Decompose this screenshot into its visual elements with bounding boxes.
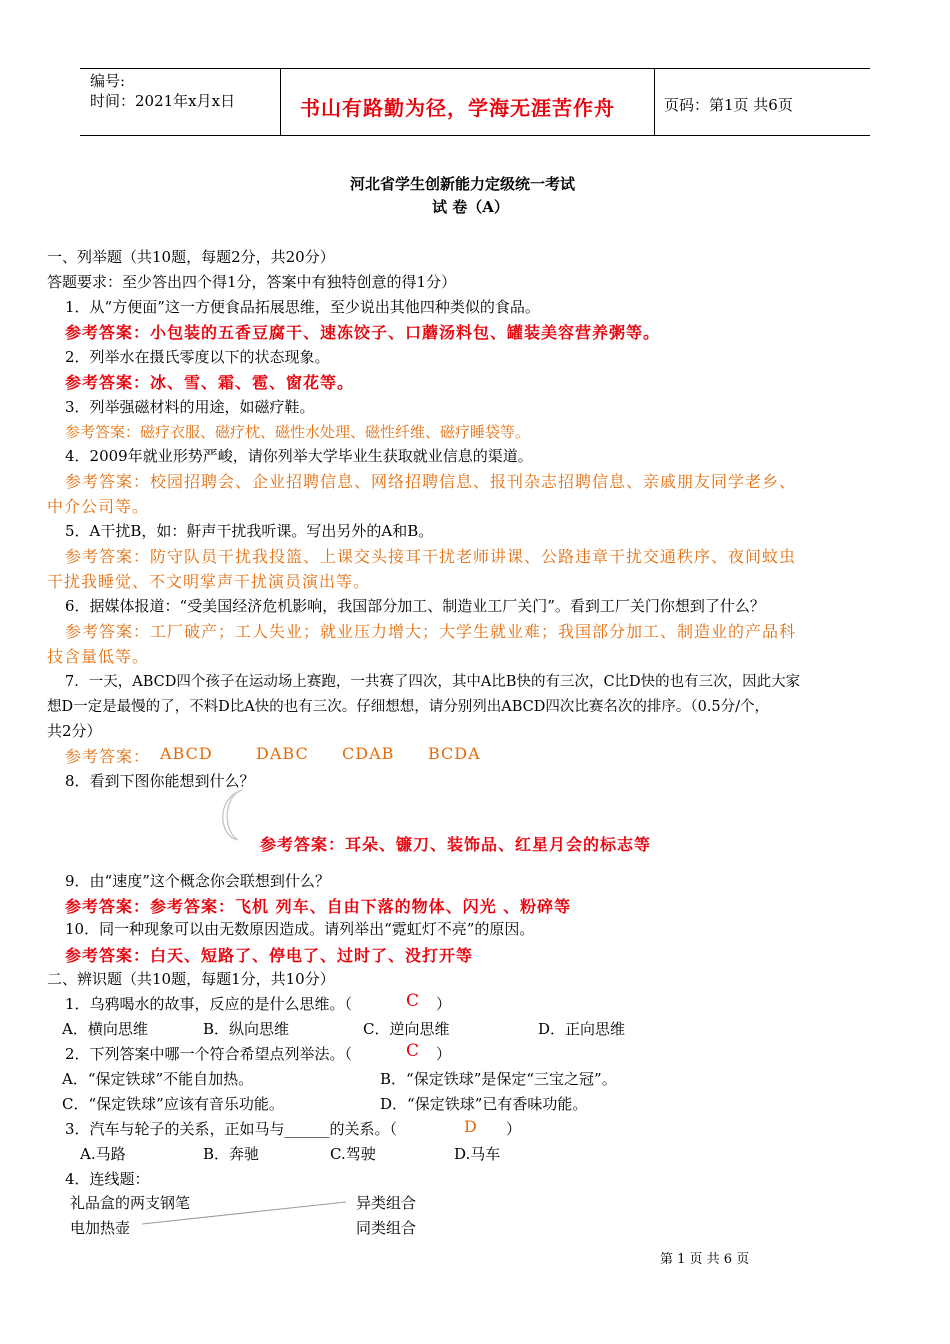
s2-q1-option: D．正向思维 — [538, 1020, 626, 1038]
match-right-item: 异类组合 — [356, 1194, 417, 1212]
question-9: 9．由“速度”这个概念你会联想到什么？ — [65, 872, 330, 890]
match-left-item: 电加热壶 — [70, 1219, 131, 1237]
match-right-item: 同类组合 — [356, 1219, 417, 1237]
section1-requirement: 答题要求：至少答出四个得1分，答案中有独特创意的得1分） — [47, 273, 457, 291]
question-7-line3: 共2分） — [47, 722, 102, 740]
s2-question-1-close: ） — [436, 995, 452, 1013]
answer-5-line1: 参考答案：防守队员干扰我投篮、上课交头接耳干扰老师讲课、公路违章干扰交通秩序、夜间蚊虫 — [65, 547, 797, 566]
s2-question-2-close: ） — [436, 1045, 452, 1063]
answer-7-order: DABC — [256, 744, 309, 763]
question-10: 10．同一种现象可以由无数原因造成。请列举出“霓虹灯不亮”的原因。 — [65, 920, 535, 938]
answer-6-line2: 技含量低等。 — [47, 647, 150, 666]
answer-9: 参考答案：参考答案：飞机 列车、自由下落的物体、闪光 、粉碎等 — [65, 897, 572, 916]
answer-4-line2: 中介公司等。 — [47, 497, 150, 516]
match-left-item: 礼品盒的两支钢笔 — [70, 1194, 191, 1212]
s2-q1-option: B．纵向思维 — [203, 1020, 290, 1038]
answer-8: 参考答案：耳朵、镰刀、装饰品、红星月会的标志等 — [260, 835, 652, 854]
answer-4-line1: 参考答案：校园招聘会、企业招聘信息、网络招聘信息、报刊杂志招聘信息、亲戚朋友同学老乡、 — [65, 472, 797, 491]
s2-question-3: 3．汽车与轮子的关系，正如马与______的关系。（ — [65, 1120, 398, 1138]
answer-7-order: CDAB — [342, 744, 395, 763]
motto: 书山有路勤为径，学海无涯苦作舟 — [300, 96, 615, 120]
answer-1: 参考答案：小包装的五香豆腐干、速冻饺子、口蘑汤料包、罐装美容营养粥等。 — [65, 323, 661, 342]
s2-question-3-close: ） — [506, 1120, 522, 1138]
answer-7-label: 参考答案： — [65, 747, 151, 766]
page-footer: 第 1 页 共 6 页 — [660, 1252, 750, 1267]
number-label: 编号: — [90, 72, 126, 90]
question-7-line1: 7．一天，ABCD四个孩子在运动场上赛跑，一共赛了四次，其中A比B快的有三次，C比D快的也有三次，因此大家 — [65, 674, 801, 690]
s2-q3-option: A.马路 — [80, 1145, 126, 1163]
page-label: 页码：第1页 共6页 — [664, 96, 793, 114]
s2-q3-option: D.马车 — [454, 1145, 501, 1163]
s2-q2-option-b: B．“保定铁球”是保定“三宝之冠”。 — [380, 1070, 617, 1088]
answer-7-order: BCDA — [428, 744, 481, 763]
question-1: 1．从“方便面”这一方便食品拓展思维，至少说出其他四种类似的食品。 — [65, 298, 540, 316]
answer-5-line2: 干扰我睡觉、不文明掌声干扰演员演出等。 — [47, 572, 371, 591]
s2-question-1: 1．乌鸦喝水的故事，反应的是什么思维。（ — [65, 995, 353, 1013]
answer-7-order: ABCD — [160, 744, 213, 763]
match-connector-line — [140, 1198, 350, 1228]
s2-q3-option: C.驾驶 — [330, 1145, 376, 1163]
question-8: 8．看到下图你能想到什么？ — [65, 772, 255, 790]
s2-q1-option: C．逆向思维 — [363, 1020, 450, 1038]
answer-3: 参考答案：磁疗衣服、磁疗枕、磁性水处理、磁性纤维、磁疗睡袋等。 — [65, 423, 531, 441]
s2-q2-option-c: C．“保定铁球”应该有音乐功能。 — [62, 1095, 284, 1113]
question-4: 4．2009年就业形势严峻，请你列举大学毕业生获取就业信息的渠道。 — [65, 447, 533, 465]
time-label: 时间：2021年x月x日 — [90, 92, 236, 110]
s2-q2-option-a: A．“保定铁球”不能自加热。 — [62, 1070, 254, 1088]
s2-q2-option-d: D．“保定铁球”已有香味功能。 — [380, 1095, 588, 1113]
s2-answer-3: D — [464, 1117, 477, 1136]
section1-heading: 一、列举题（共10题，每题2分，共20分） — [47, 248, 335, 266]
question-5: 5．A干扰B，如：鼾声干扰我听课。写出另外的A和B。 — [65, 522, 434, 540]
question-7-line2: 想D一定是最慢的了，不料D比A快的也有三次。仔细想想，请分别列出ABCD四次比赛名次的排序。（0.5分/个， — [47, 699, 770, 715]
exam-title: 河北省学生创新能力定级统一考试 — [350, 175, 576, 193]
answer-2: 参考答案：冰、雪、霜、雹、窗花等。 — [65, 373, 355, 392]
answer-6-line1: 参考答案：工厂破产；工人失业；就业压力增大；大学生就业难；我国部分加工、制造业的产品科 — [65, 622, 797, 641]
s2-q3-option: B．奔驰 — [203, 1145, 260, 1163]
s2-answer-2: C — [406, 1041, 420, 1061]
s2-answer-1: C — [406, 991, 420, 1011]
section2-heading: 二、辨识题（共10题，每题1分，共10分） — [47, 970, 335, 988]
s2-question-4: 4．连线题： — [65, 1170, 150, 1188]
exam-subtitle: 试 卷（A） — [432, 198, 509, 216]
question-6: 6．据媒体报道：“受美国经济危机影响，我国部分加工、制造业工厂关门”。看到工厂关门你想到了什么？ — [65, 597, 765, 615]
question-2: 2．列举水在摄氏零度以下的状态现象。 — [65, 348, 330, 366]
s2-q1-option: A．横向思维 — [62, 1020, 148, 1038]
s2-question-2: 2．下列答案中哪一个符合希望点列举法。（ — [65, 1045, 353, 1063]
question-3: 3．列举强磁材料的用途，如磁疗鞋。 — [65, 398, 315, 416]
crescent-moon-figure — [212, 786, 252, 846]
answer-10: 参考答案：白天、短路了、停电了、过时了、没打开等 — [65, 946, 474, 965]
